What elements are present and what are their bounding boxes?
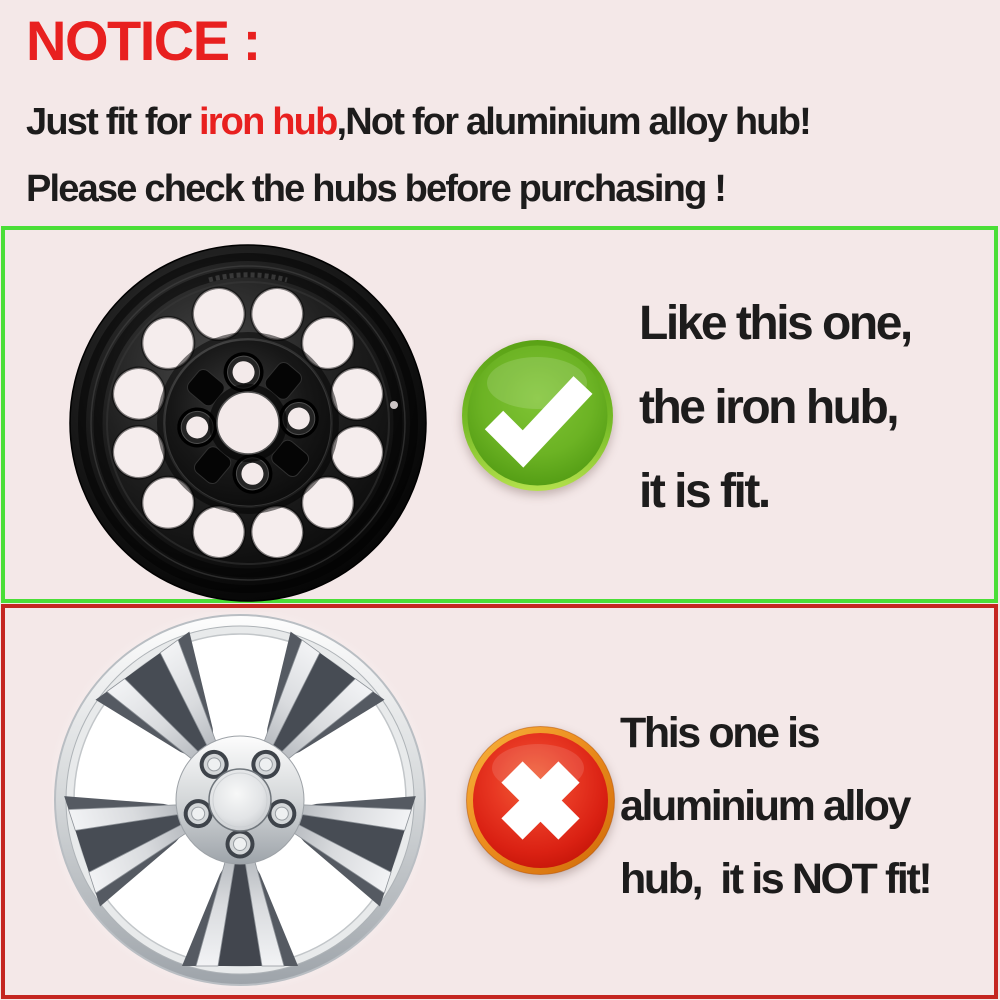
unfit-caption-line3: hub, it is NOT fit! [620,855,931,903]
fit-caption-line1: Like this one, [639,297,911,350]
notice-line1-prefix: Just fit for [26,101,199,143]
alloy-wheel-svg [52,612,428,988]
iron-hub-section [1,226,998,603]
notice-title: NOTICE : [26,9,260,72]
steel-wheel-svg [68,243,428,603]
unfit-caption-line1: This one is [620,709,819,757]
fit-caption-line3: it is fit. [639,465,769,518]
fit-caption-line2: the iron hub, [639,381,898,434]
notice-line2: Please check the hubs before purchasing ! [26,168,726,210]
unfit-caption [620,697,930,916]
alloy-wheel-photo [52,612,428,988]
fit-caption [639,282,911,534]
cross-icon [466,726,615,875]
alloy-hub-section [1,604,998,999]
notice-line1-suffix: ,Not for aluminium alloy hub! [336,101,810,143]
check-icon [461,339,614,492]
notice-line1 [26,101,810,144]
iron-hub-wheel-photo [68,243,428,603]
iron-hub-highlight: iron hub [198,101,337,143]
unfit-caption-line2: aluminium alloy [620,782,909,830]
